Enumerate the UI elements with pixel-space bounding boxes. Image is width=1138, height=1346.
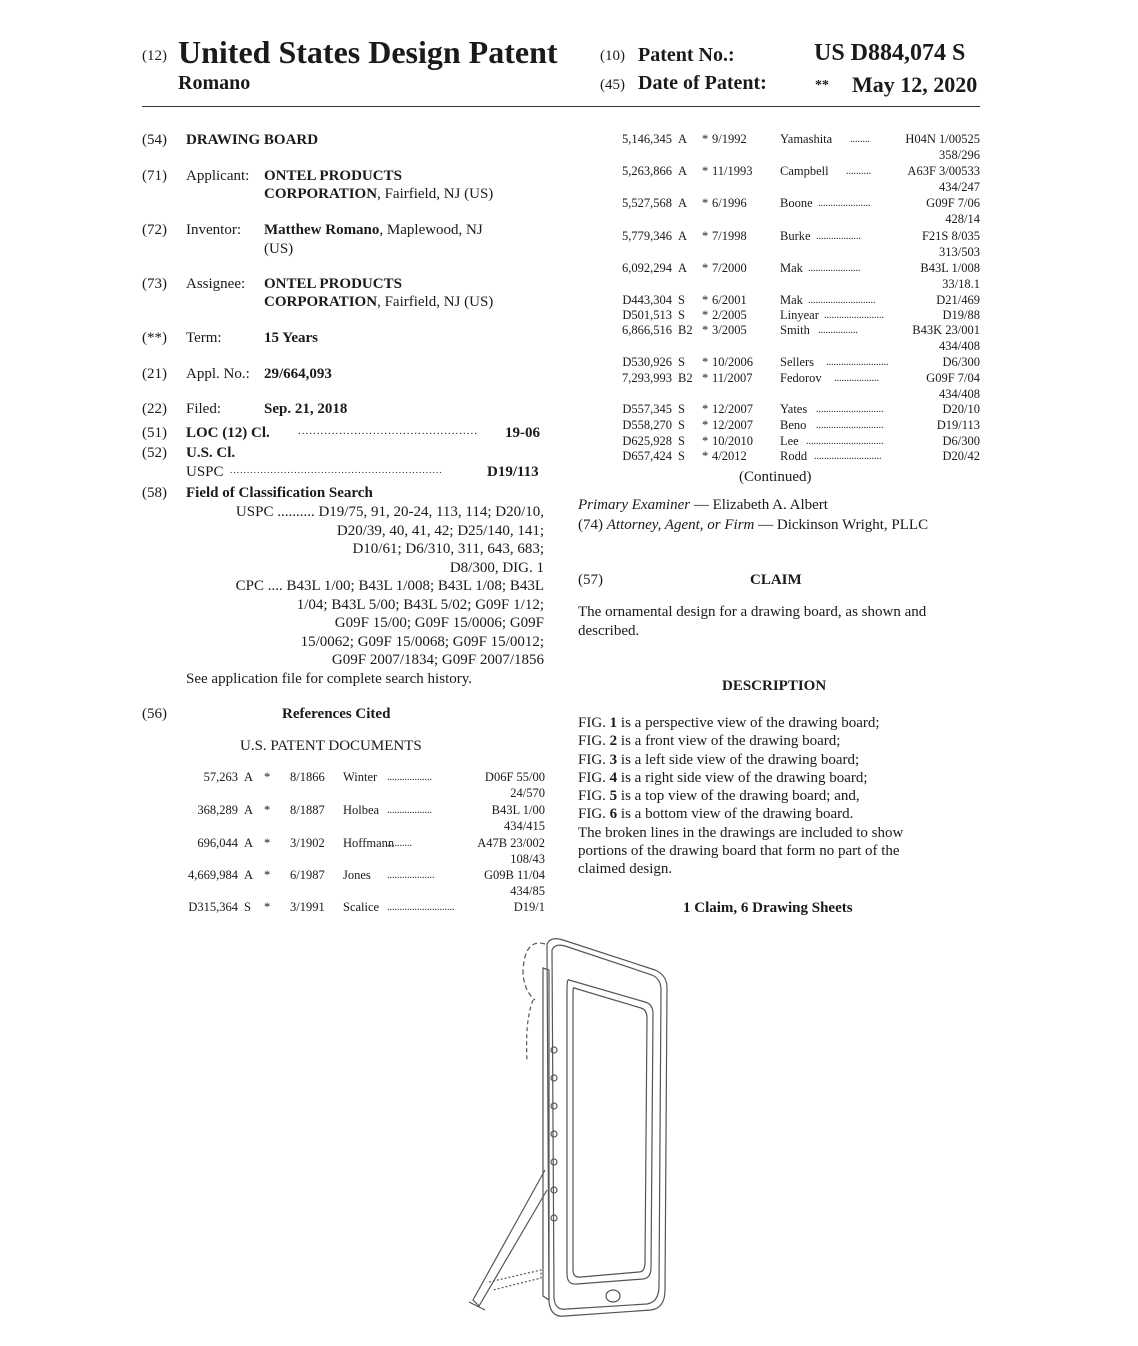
ref-name: Yates — [780, 402, 808, 416]
ref-star: * — [702, 261, 709, 275]
ref-number: 6,092,294 — [622, 261, 672, 275]
continued-note: (Continued) — [739, 469, 812, 485]
patent-no-code: (10) — [600, 48, 625, 64]
ref-kind: B2 — [678, 371, 693, 385]
ref-class: D06F 55/00 — [484, 770, 545, 784]
ref-dots: .................. — [816, 231, 861, 242]
term-value: 15 Years — [264, 330, 319, 346]
ref-date: 11/2007 — [712, 371, 753, 385]
ref-date: 6/1987 — [290, 868, 325, 882]
ref-kind: S — [244, 900, 251, 914]
ref-date: 8/1866 — [290, 770, 325, 784]
field-search-label: Field of Classification Search — [186, 485, 373, 501]
reference-row — [150, 836, 545, 866]
ref-subclass: 434/85 — [510, 884, 545, 898]
figure-list — [578, 714, 903, 879]
ref-number: 4,669,984 — [188, 868, 238, 882]
ref-kind: A — [244, 803, 254, 817]
drawing-sheets-note: 1 Claim, 6 Drawing Sheets — [683, 900, 853, 916]
ref-star: * — [702, 229, 709, 243]
fig-5-line: FIG. 5 is a top view of the drawing board; and, — [578, 788, 860, 805]
ref-kind: B2 — [678, 323, 693, 337]
ref-kind: S — [678, 449, 685, 463]
ref-name: Mak — [780, 293, 803, 307]
invention-title: DRAWING BOARD — [186, 132, 319, 148]
date-code: (45) — [600, 77, 625, 93]
ref-class: G09F 7/06 — [926, 196, 980, 210]
ref-subclass: 434/247 — [939, 180, 980, 194]
code-57: (57) — [578, 572, 603, 588]
assignee-line1: ONTEL PRODUCTS — [264, 276, 402, 292]
code-72: (72) — [142, 222, 167, 238]
term-label: Term: — [186, 330, 222, 346]
ref-number: 57,263 — [203, 770, 238, 784]
applicant-line2: CORPORATION, Fairfield, NJ (US) — [264, 186, 494, 202]
fig-6-line: FIG. 6 is a bottom view of the drawing board. — [578, 806, 854, 823]
ref-subclass: 434/415 — [504, 819, 545, 833]
us-cl-label: U.S. Cl. — [186, 445, 236, 461]
ref-name: Holbea — [343, 803, 380, 817]
ref-name: Scalice — [343, 900, 380, 914]
ref-name: Campbell — [780, 164, 829, 178]
ref-date: 12/2007 — [712, 418, 753, 432]
ref-subclass: 358/296 — [939, 148, 980, 162]
ref-star: * — [702, 196, 709, 210]
claim-text-2: described. — [578, 623, 640, 639]
ref-star: * — [702, 132, 709, 146]
ref-subclass: 434/408 — [939, 339, 980, 353]
drawing-board-figure — [455, 930, 685, 1330]
reference-row — [150, 900, 545, 930]
reference-row — [150, 868, 545, 898]
ref-date: 10/2010 — [712, 434, 753, 448]
ref-class: A63F 3/00533 — [907, 164, 980, 178]
ref-star: * — [702, 308, 709, 322]
ref-date: 3/1991 — [290, 900, 325, 914]
reference-row — [150, 803, 545, 833]
applicant-label: Applicant: — [186, 168, 250, 184]
ref-number: 5,779,346 — [622, 229, 672, 243]
ref-kind: S — [678, 355, 685, 369]
fig-2-line: FIG. 2 is a front view of the drawing board; — [578, 733, 841, 750]
ref-star: * — [264, 868, 271, 882]
ref-dots: ......................... — [826, 357, 889, 368]
ref-number: 6,866,516 — [622, 323, 672, 337]
ref-kind: A — [678, 261, 688, 275]
ref-date: 6/1996 — [712, 196, 747, 210]
ref-kind: A — [244, 770, 254, 784]
ref-name: Beno — [780, 418, 807, 432]
code-73: (73) — [142, 276, 167, 292]
ref-kind: A — [678, 132, 688, 146]
attorney: (74) Attorney, Agent, or Firm — Dickinson Wright, PLLC — [578, 517, 929, 533]
reference-row — [150, 770, 545, 800]
ref-class: G09F 7/04 — [926, 371, 980, 385]
patent-date: May 12, 2020 — [852, 72, 978, 97]
broken-lines-3: claimed design. — [578, 861, 673, 878]
header-rule — [142, 106, 980, 107]
ref-subclass: 434/408 — [939, 387, 980, 401]
appl-no-label: Appl. No.: — [186, 366, 250, 382]
kind-code: (12) — [142, 48, 167, 64]
code-58: (58) — [142, 485, 167, 501]
code-term: (**) — [142, 330, 167, 346]
patent-number: US D884,074 S — [814, 40, 966, 66]
uspc-value: D19/113 — [487, 464, 539, 480]
date-stars: ** — [815, 78, 829, 93]
ref-kind: A — [244, 868, 254, 882]
filed-value: Sep. 21, 2018 — [264, 401, 348, 417]
ref-name: Mak — [780, 261, 803, 275]
inventor-line2: (US) — [264, 241, 294, 257]
document-title: United States Design Patent — [178, 34, 558, 70]
ref-dots: .......... — [387, 838, 412, 849]
ref-star: * — [264, 836, 271, 850]
ref-number: 5,263,866 — [622, 164, 672, 178]
ref-dots: ........................... — [816, 404, 884, 415]
loc-label: LOC (12) Cl. — [186, 425, 270, 441]
ref-kind: S — [678, 434, 685, 448]
reference-row — [590, 323, 980, 353]
ref-class: B43K 23/001 — [912, 323, 980, 337]
ref-date: 8/1887 — [290, 803, 325, 817]
ref-date: 2/2005 — [712, 308, 747, 322]
uspc-label: USPC — [186, 464, 224, 480]
ref-name: Boone — [780, 196, 813, 210]
ref-star: * — [264, 803, 271, 817]
ref-name: Jones — [343, 868, 371, 882]
ref-star: * — [702, 402, 709, 416]
ref-name: Hoffmann — [343, 836, 395, 850]
ref-class: G09B 11/04 — [484, 868, 545, 882]
ref-class: A47B 23/002 — [477, 836, 545, 850]
loc-dots: ................................................ — [298, 425, 478, 437]
ref-name: Sellers — [780, 355, 815, 369]
ref-star: * — [264, 770, 271, 784]
ref-date: 7/2000 — [712, 261, 747, 275]
ref-star: * — [702, 449, 709, 463]
code-54: (54) — [142, 132, 167, 148]
ref-number: D558,270 — [622, 418, 672, 432]
ref-class: D21/469 — [936, 293, 980, 307]
reference-row — [590, 371, 980, 401]
claim-text-1: The ornamental design for a drawing board, as shown and — [578, 604, 927, 620]
ref-date: 9/1992 — [712, 132, 747, 146]
patent-no-label: Patent No.: — [638, 44, 735, 66]
ref-subclass: 24/570 — [510, 786, 545, 800]
ref-date: 12/2007 — [712, 402, 753, 416]
ref-number: D625,928 — [622, 434, 672, 448]
ref-number: D443,304 — [622, 293, 672, 307]
code-56: (56) — [142, 706, 167, 722]
claim-heading: CLAIM — [750, 572, 802, 588]
ref-class: D6/300 — [942, 434, 980, 448]
inventor-line1: Matthew Romano, Maplewood, NJ — [264, 222, 483, 238]
ref-date: 10/2006 — [712, 355, 753, 369]
ref-name: Burke — [780, 229, 811, 243]
ref-class: D20/42 — [942, 449, 980, 463]
ref-dots: ..................... — [818, 198, 871, 209]
ref-kind: A — [678, 196, 688, 210]
reference-row — [590, 261, 980, 291]
broken-lines-1: The broken lines in the drawings are included to show — [578, 824, 904, 841]
ref-number: 7,293,993 — [622, 371, 672, 385]
ref-class: D6/300 — [942, 355, 980, 369]
assignee-label: Assignee: — [186, 276, 246, 292]
ref-subclass: 33/18.1 — [942, 277, 980, 291]
ref-kind: A — [678, 229, 688, 243]
ref-date: 3/2005 — [712, 323, 747, 337]
ref-class: B43L 1/00 — [491, 803, 545, 817]
cpc-search-classes: CPC .... B43L 1/00; B43L 1/008; B43L 1/08; B43L 1/04; B43L 5/00; B43L 5/02; G09F 1/12; G09F 15/00; G09F 15/0006; G09F 15/0062; G09F 15/0068; G09F 15/0012; G09F 2007/1834; G09F 2007/1856 — [235, 578, 544, 668]
loc-value: 19-06 — [505, 425, 540, 441]
ref-date: 4/2012 — [712, 449, 747, 463]
search-history-note: See application file for complete search history. — [186, 671, 473, 687]
ref-class: D19/1 — [513, 900, 545, 914]
ref-subclass: 108/43 — [510, 852, 545, 866]
code-22: (22) — [142, 401, 167, 417]
ref-kind: S — [678, 308, 685, 322]
ref-name: Lee — [780, 434, 799, 448]
code-21: (21) — [142, 366, 167, 382]
ref-date: 3/1902 — [290, 836, 325, 850]
inventor-label: Inventor: — [186, 222, 241, 238]
reference-row — [590, 196, 980, 226]
broken-lines-2: portions of the drawing board that form no part of the — [578, 843, 900, 860]
ref-number: 5,146,345 — [622, 132, 672, 146]
ref-dots: ..................... — [808, 263, 861, 274]
filed-label: Filed: — [186, 401, 222, 417]
ref-number: D657,424 — [622, 449, 672, 463]
ref-number: D557,345 — [622, 402, 672, 416]
ref-name: Linyear — [780, 308, 819, 322]
fig-1-line: FIG. 1 is a perspective view of the drawing board; — [578, 715, 880, 731]
ref-name: Fedorov — [780, 371, 822, 385]
ref-class: D20/10 — [942, 402, 980, 416]
ref-class: F21S 8/035 — [921, 229, 980, 243]
ref-name: Smith — [780, 323, 810, 337]
code-52: (52) — [142, 445, 167, 461]
ref-dots: ........................... — [387, 902, 455, 913]
ref-name: Yamashita — [780, 132, 833, 146]
primary-examiner: Primary Examiner — Elizabeth A. Albert — [578, 497, 828, 513]
ref-number: D315,364 — [188, 900, 238, 914]
reference-row — [590, 229, 980, 259]
description-heading: DESCRIPTION — [722, 678, 827, 694]
fig-4-line: FIG. 4 is a right side view of the drawing board; — [578, 769, 868, 786]
ref-name: Rodd — [780, 449, 808, 463]
ref-star: * — [702, 355, 709, 369]
ref-dots: ........................ — [824, 310, 884, 321]
ref-class: B43L 1/008 — [920, 261, 980, 275]
ref-dots: ........................... — [808, 295, 876, 306]
references-cited-label: References Cited — [282, 706, 391, 722]
ref-subclass: 313/503 — [939, 245, 980, 259]
appl-no-value: 29/664,093 — [264, 366, 332, 382]
ref-number: D501,513 — [622, 308, 672, 322]
ref-dots: ........................... — [814, 451, 882, 462]
reference-row — [590, 132, 980, 162]
ref-dots: .................. — [387, 805, 432, 816]
ref-dots: ........ — [850, 134, 870, 145]
date-label: Date of Patent: — [638, 72, 767, 94]
ref-dots: ........................... — [816, 420, 884, 431]
uspc-search-classes: USPC .......... D19/75, 91, 20-24, 113, 114; D20/10, D20/39, 40, 41, 42; D25/140, 141; D10/61; D6/310, 311, 643, 683; D8/300, DIG. 1 — [235, 504, 544, 576]
ref-dots: ................ — [818, 325, 858, 336]
ref-class: D19/113 — [936, 418, 980, 432]
ref-dots: .................. — [387, 772, 432, 783]
ref-kind: A — [678, 164, 688, 178]
ref-dots: ................... — [387, 870, 435, 881]
ref-kind: S — [678, 293, 685, 307]
ref-subclass: 428/14 — [945, 212, 980, 226]
ref-star: * — [702, 293, 709, 307]
ref-number: 696,044 — [197, 836, 238, 850]
ref-number: 5,527,568 — [622, 196, 672, 210]
ref-dots: .......... — [846, 166, 871, 177]
ref-date: 7/1998 — [712, 229, 747, 243]
ref-kind: S — [678, 418, 685, 432]
ref-number: 368,289 — [197, 803, 238, 817]
ref-kind: A — [244, 836, 254, 850]
ref-star: * — [264, 900, 271, 914]
ref-date: 11/1993 — [712, 164, 753, 178]
ref-star: * — [702, 371, 709, 385]
fig-3-line: FIG. 3 is a left side view of the drawing board; — [578, 751, 860, 768]
ref-date: 6/2001 — [712, 293, 747, 307]
ref-star: * — [702, 418, 709, 432]
ref-class: H04N 1/00525 — [905, 132, 980, 146]
ref-number: D530,926 — [622, 355, 672, 369]
ref-star: * — [702, 164, 709, 178]
inventor-name: Romano — [178, 72, 251, 94]
ref-class: D19/88 — [942, 308, 980, 322]
assignee-line2: CORPORATION, Fairfield, NJ (US) — [264, 294, 494, 310]
code-71: (71) — [142, 168, 167, 184]
code-51: (51) — [142, 425, 167, 441]
reference-row — [590, 164, 980, 194]
ref-star: * — [702, 323, 709, 337]
ref-dots: .................. — [834, 373, 879, 384]
ref-kind: S — [678, 402, 685, 416]
ref-name: Winter — [343, 770, 378, 784]
uspc-dots: ............................................................... — [230, 466, 443, 476]
applicant-line1: ONTEL PRODUCTS — [264, 168, 402, 184]
us-patent-documents-label: U.S. PATENT DOCUMENTS — [240, 738, 422, 754]
ref-dots: ............................... — [806, 436, 884, 447]
ref-star: * — [702, 434, 709, 448]
